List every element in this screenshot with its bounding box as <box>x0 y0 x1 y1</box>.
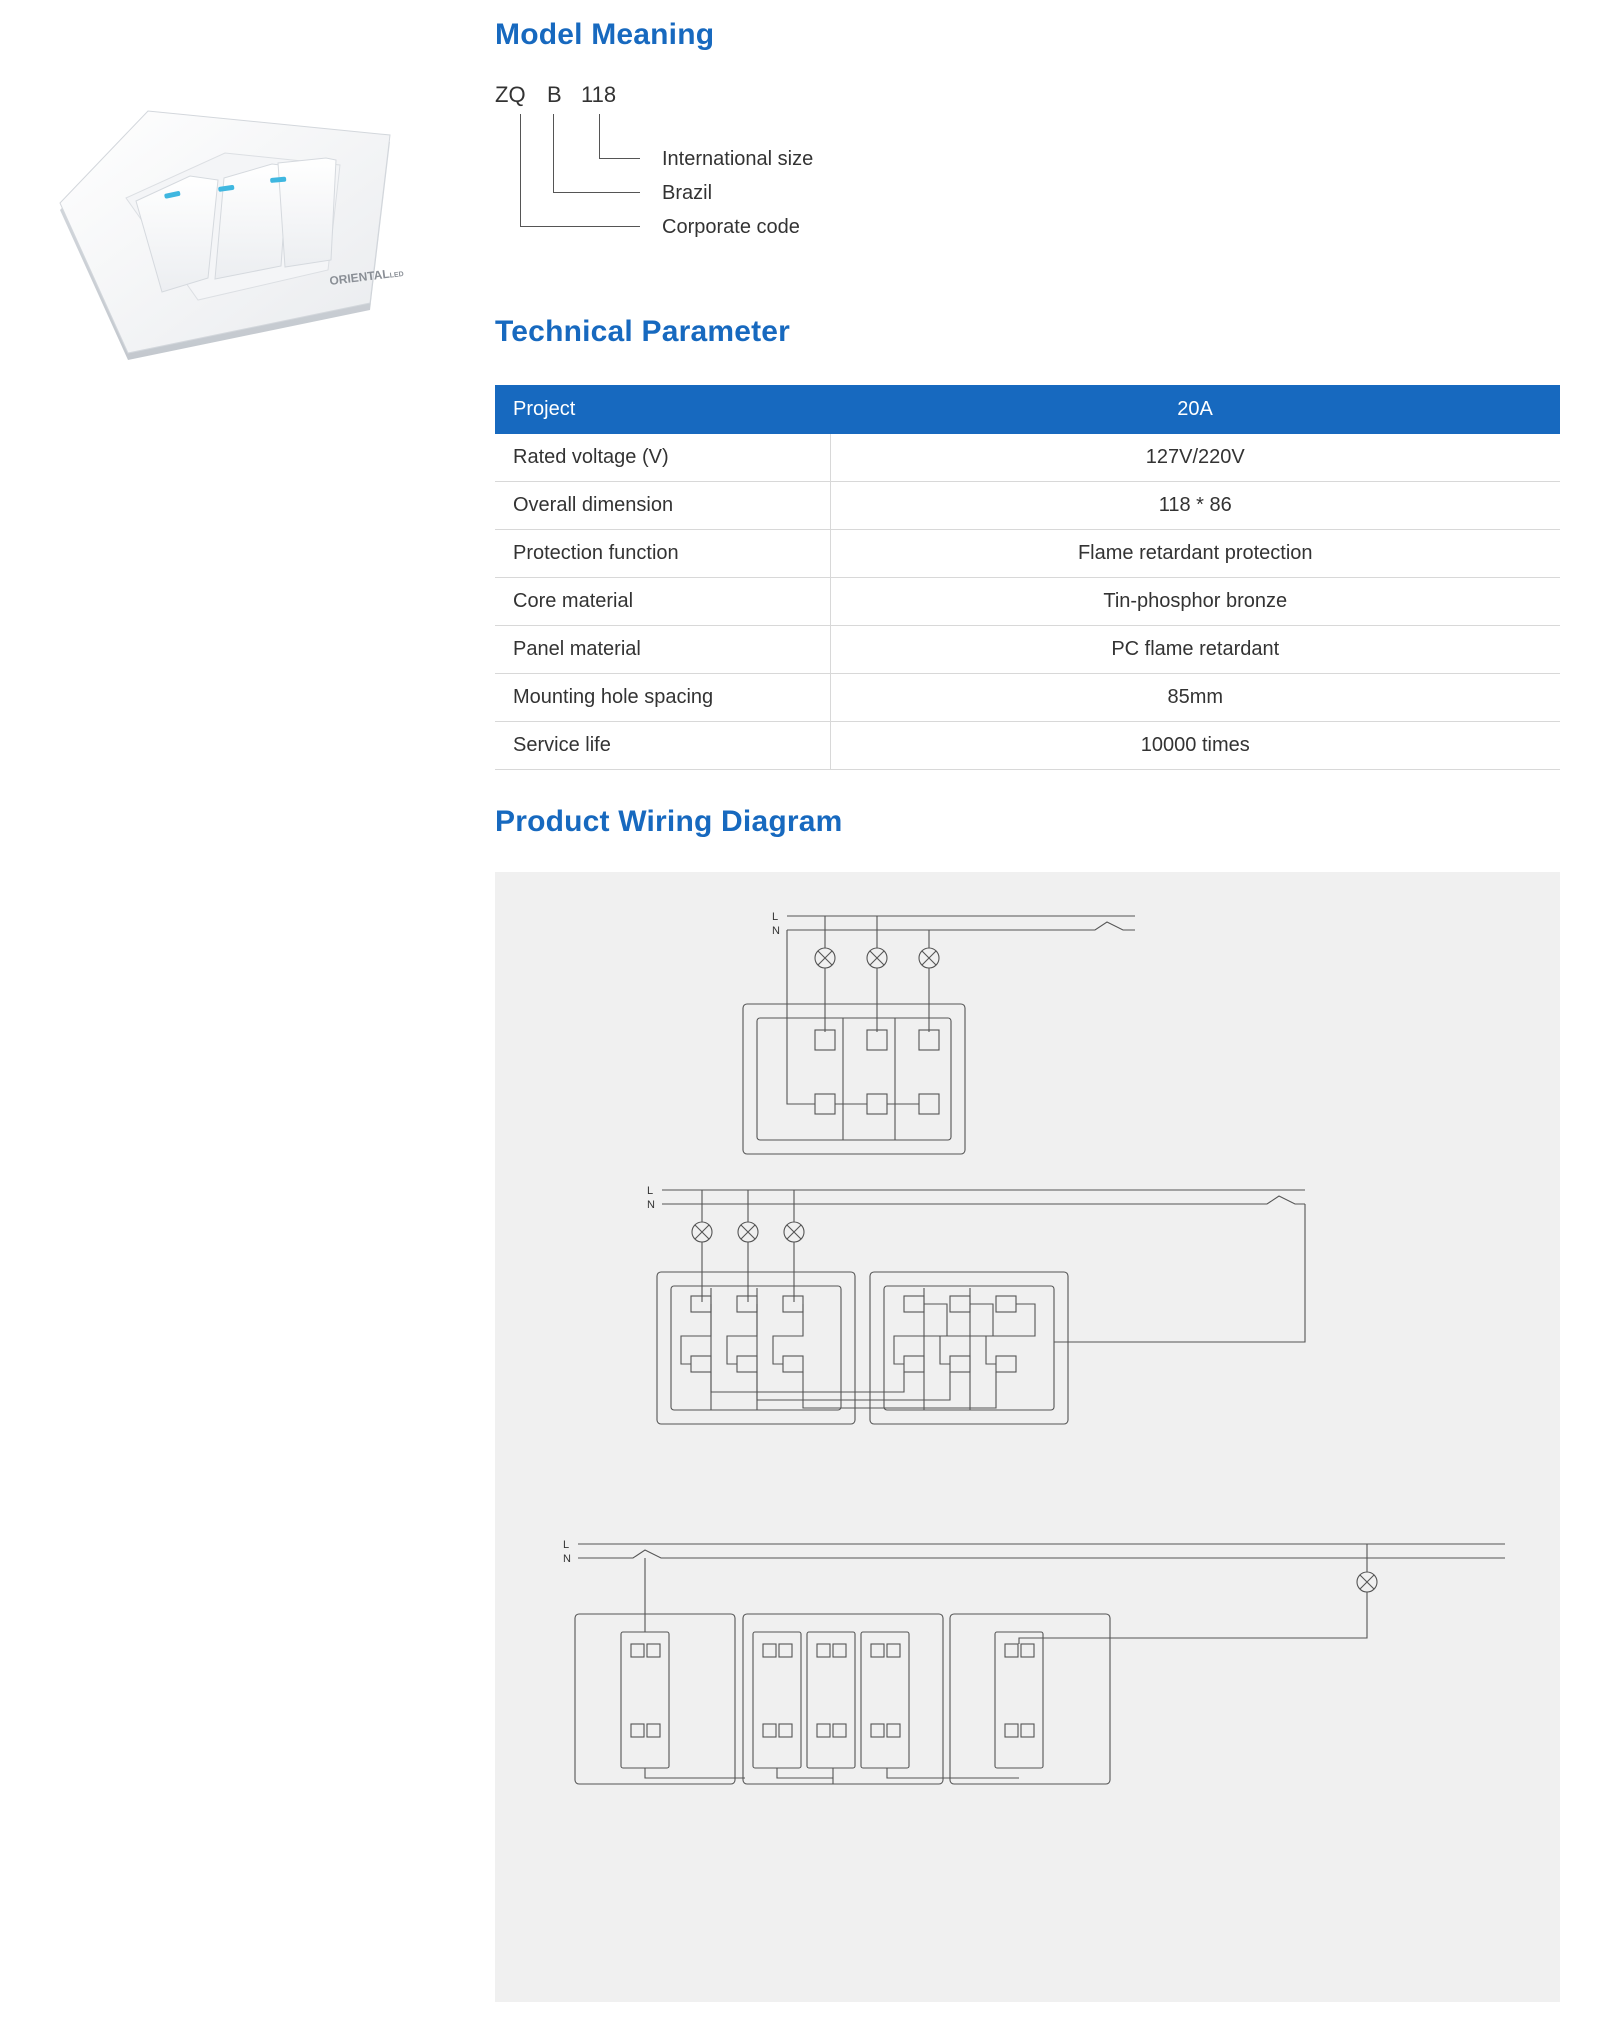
wall-switch-illustration <box>40 70 460 360</box>
model-code-part-118: 118 <box>581 82 617 107</box>
row-key: Mounting hole spacing <box>495 674 830 722</box>
product-photo <box>40 70 460 360</box>
line-label-N: N <box>647 1199 655 1211</box>
wiring-diagrams-svg <box>495 872 1560 2002</box>
row-key: Overall dimension <box>495 482 830 530</box>
wiring-diagram-2 <box>647 1185 1305 1424</box>
table-row <box>495 530 1560 578</box>
table-row <box>495 674 1560 722</box>
table-header-row <box>495 385 1560 434</box>
model-code-part-b: B <box>547 82 562 107</box>
leader-line-international-vertical <box>599 114 600 158</box>
product-brand-text: ORIENTALLED <box>328 266 405 288</box>
leader-line-brazil-vertical <box>553 114 554 192</box>
model-code-part-zq: ZQ <box>495 82 526 107</box>
table-row <box>495 578 1560 626</box>
row-value: 10000 times <box>830 722 1560 770</box>
row-value: 85mm <box>830 674 1560 722</box>
row-key: Protection function <box>495 530 830 578</box>
table-header-rating: 20A <box>830 385 1560 434</box>
line-label-L: L <box>772 911 779 923</box>
row-key: Rated voltage (V) <box>495 434 830 482</box>
model-label-brazil: Brazil <box>662 182 713 204</box>
row-value: 127V/220V <box>830 434 1560 482</box>
row-value: 118 * 86 <box>830 482 1560 530</box>
table-row <box>495 722 1560 770</box>
row-value: Tin-phosphor bronze <box>830 578 1560 626</box>
wiring-diagram-3 <box>563 1539 1505 1784</box>
row-value: PC flame retardant <box>830 626 1560 674</box>
row-key: Panel material <box>495 626 830 674</box>
section-title-technical-parameter: Technical Parameter <box>495 315 791 348</box>
line-label-L: L <box>563 1539 570 1551</box>
line-label-L: L <box>647 1185 654 1197</box>
row-key: Service life <box>495 722 830 770</box>
table-header-project: Project <box>495 385 830 434</box>
row-key: Core material <box>495 578 830 626</box>
leader-line-corporate-vertical <box>520 114 521 226</box>
leader-line-corporate-horizontal <box>520 226 640 227</box>
section-title-model-meaning: Model Meaning <box>495 18 715 51</box>
wiring-diagram-panel <box>495 872 1560 2002</box>
leader-line-brazil-horizontal <box>553 192 640 193</box>
section-title-product-wiring-diagram: Product Wiring Diagram <box>495 805 843 838</box>
line-label-N: N <box>772 925 780 937</box>
line-label-N: N <box>563 1553 571 1565</box>
technical-parameter-table <box>495 385 1560 770</box>
model-label-corporate-code: Corporate code <box>662 216 800 238</box>
table-row <box>495 434 1560 482</box>
table-row <box>495 482 1560 530</box>
table-row <box>495 626 1560 674</box>
wiring-diagram-1 <box>743 911 1135 1154</box>
model-label-international-size: International size <box>662 148 814 170</box>
row-value: Flame retardant protection <box>830 530 1560 578</box>
leader-line-international-horizontal <box>599 158 640 159</box>
model-meaning-block <box>495 82 1215 262</box>
